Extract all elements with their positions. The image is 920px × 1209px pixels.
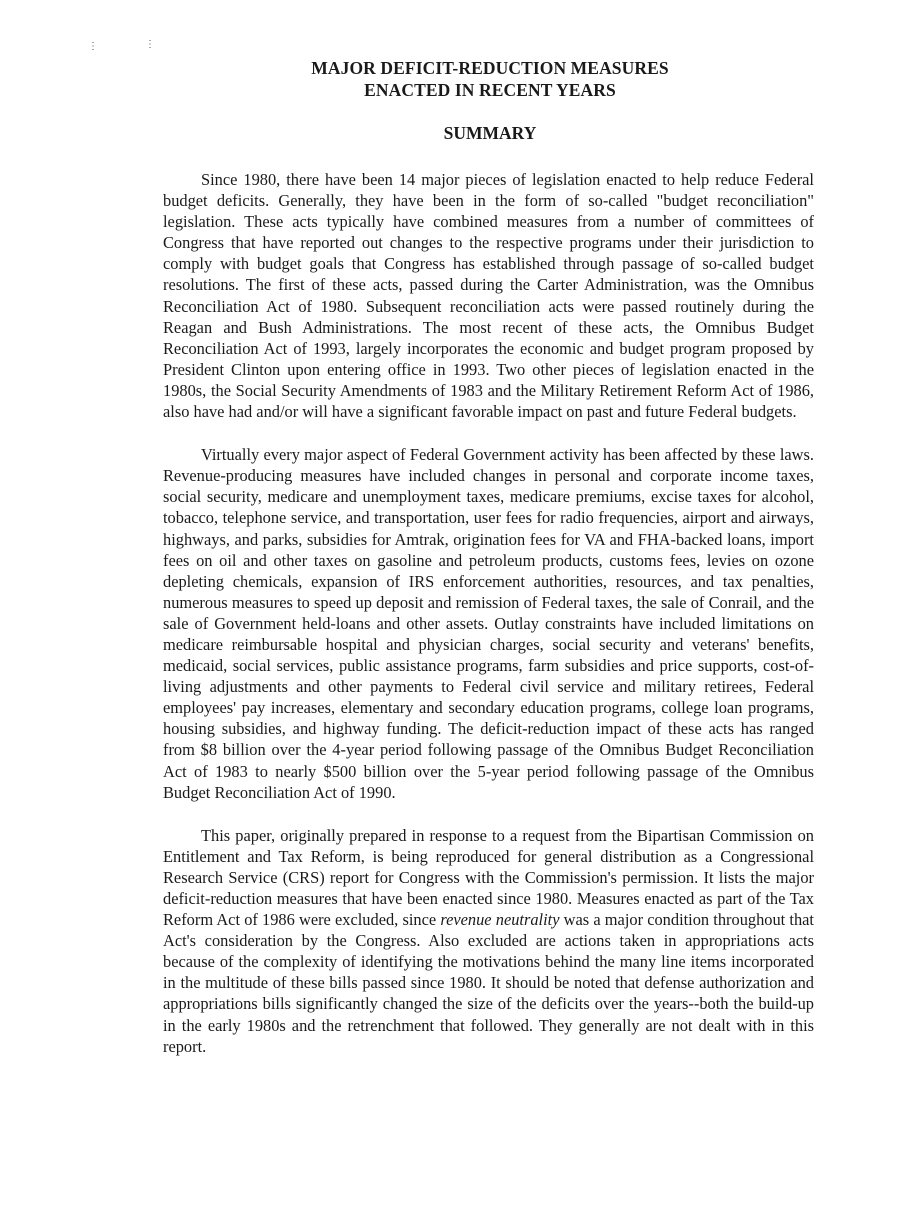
summary-body <box>163 169 814 1079</box>
scan-speck: ⋮ <box>145 39 155 50</box>
summary-heading: SUMMARY <box>443 123 537 143</box>
document-title <box>160 57 820 101</box>
paragraph-2: Virtually every major aspect of Federal Government activity has been affected by these laws. Revenue-producing measures have included changes in personal and corporate income taxes, social security, medicare and unemployment taxes, medicare premiums, excise taxes for alcohol, tobacco, telephone service, and transportation, user fees for radio frequencies, airport and airways, highways, and parks, subsidies for Amtrak, origination fees for VA and FHA-backed loans, import fees on oil and other taxes on gasoline and petroleum products, customs fees, levies on ozone depleting chemicals, expansion of IRS enforcement authorities, resources, and tax penalties, numerous measures to speed up deposit and remission of Federal taxes, the sale of Conrail, and the sale of Government held-loans and other assets. Outlay constraints have included limitations on medicare reimbursable hospital and physician charges, social security and veterans' benefits, medicaid, social services, public assistance programs, farm subsidies and price supports, cost-of-living adjustments and other payments to Federal civil service and military retirees, Federal employees' pay increases, elementary and secondary education programs, college loan programs, housing subsidies, and highway funding. The deficit-reduction impact of these acts has ranged from $8 billion over the 4-year period following passage of the Omnibus Budget Reconciliation Act of 1983 to nearly $500 billion over the 5-year period following passage of the Omnibus Budget Reconciliation Act of 1990. <box>163 445 814 802</box>
paragraph-1: Since 1980, there have been 14 major pieces of legislation enacted to help reduce Federal budget deficits. Generally, they have been in the form of so-called "budget reconciliation" legislation. These acts typically have combined measures from a number of committees of Congress that have reported out changes to the respective programs under their jurisdiction to comply with budget goals that Congress has established through passage of so-called budget resolutions. The first of these acts, passed during the Carter Administration, was the Omnibus Reconciliation Act of 1980. Subsequent reconciliation acts were passed routinely during the Reagan and Bush Administrations. The most recent of these acts, the Omnibus Budget Reconciliation Act of 1993, largely incorporates the economic and budget program proposed by President Clinton upon entering office in 1993. Two other pieces of legislation enacted in the 1980s, the Social Security Amendments of 1983 and the Military Retirement Reform Act of 1986, also have had and/or will have a significant favorable impact on past and future Federal budgets. <box>163 170 814 422</box>
title-line-2: ENACTED IN RECENT YEARS <box>364 80 616 100</box>
paragraph-3-part-1: This paper, originally prepared in response to a request from the Bipartisan Commission on Entitlement and Tax Reform, is being reproduced for general distribution as a Congressional Research Service (CRS) report for Congress with the Commission's permission. It lists the major deficit-reduction measures that have been enacted since 1980. Measures enacted as part of the Tax Reform Act of 1986 were excluded, since <box>163 825 814 930</box>
paragraph-3 <box>163 825 814 1057</box>
title-line-1: MAJOR DEFICIT-REDUCTION MEASURES <box>311 58 669 78</box>
paragraph-3-emphasis: revenue neutrality <box>440 910 560 930</box>
scan-speck: ⋮ <box>88 41 98 52</box>
paragraph-3-part-2: was a major condition throughout that Act's consideration by the Congress. Also excluded are actions taken in appropriations acts because of the complexity of identifying the motivations behind the many line items incorporated in the multitude of these bills passed since 1980. It should be noted that defense authorization and appropriations bills significantly changed the size of the deficits over the years--both the build-up in the early 1980s and the retrenchment that followed. They generally are not dealt with in this report. <box>163 910 814 1056</box>
